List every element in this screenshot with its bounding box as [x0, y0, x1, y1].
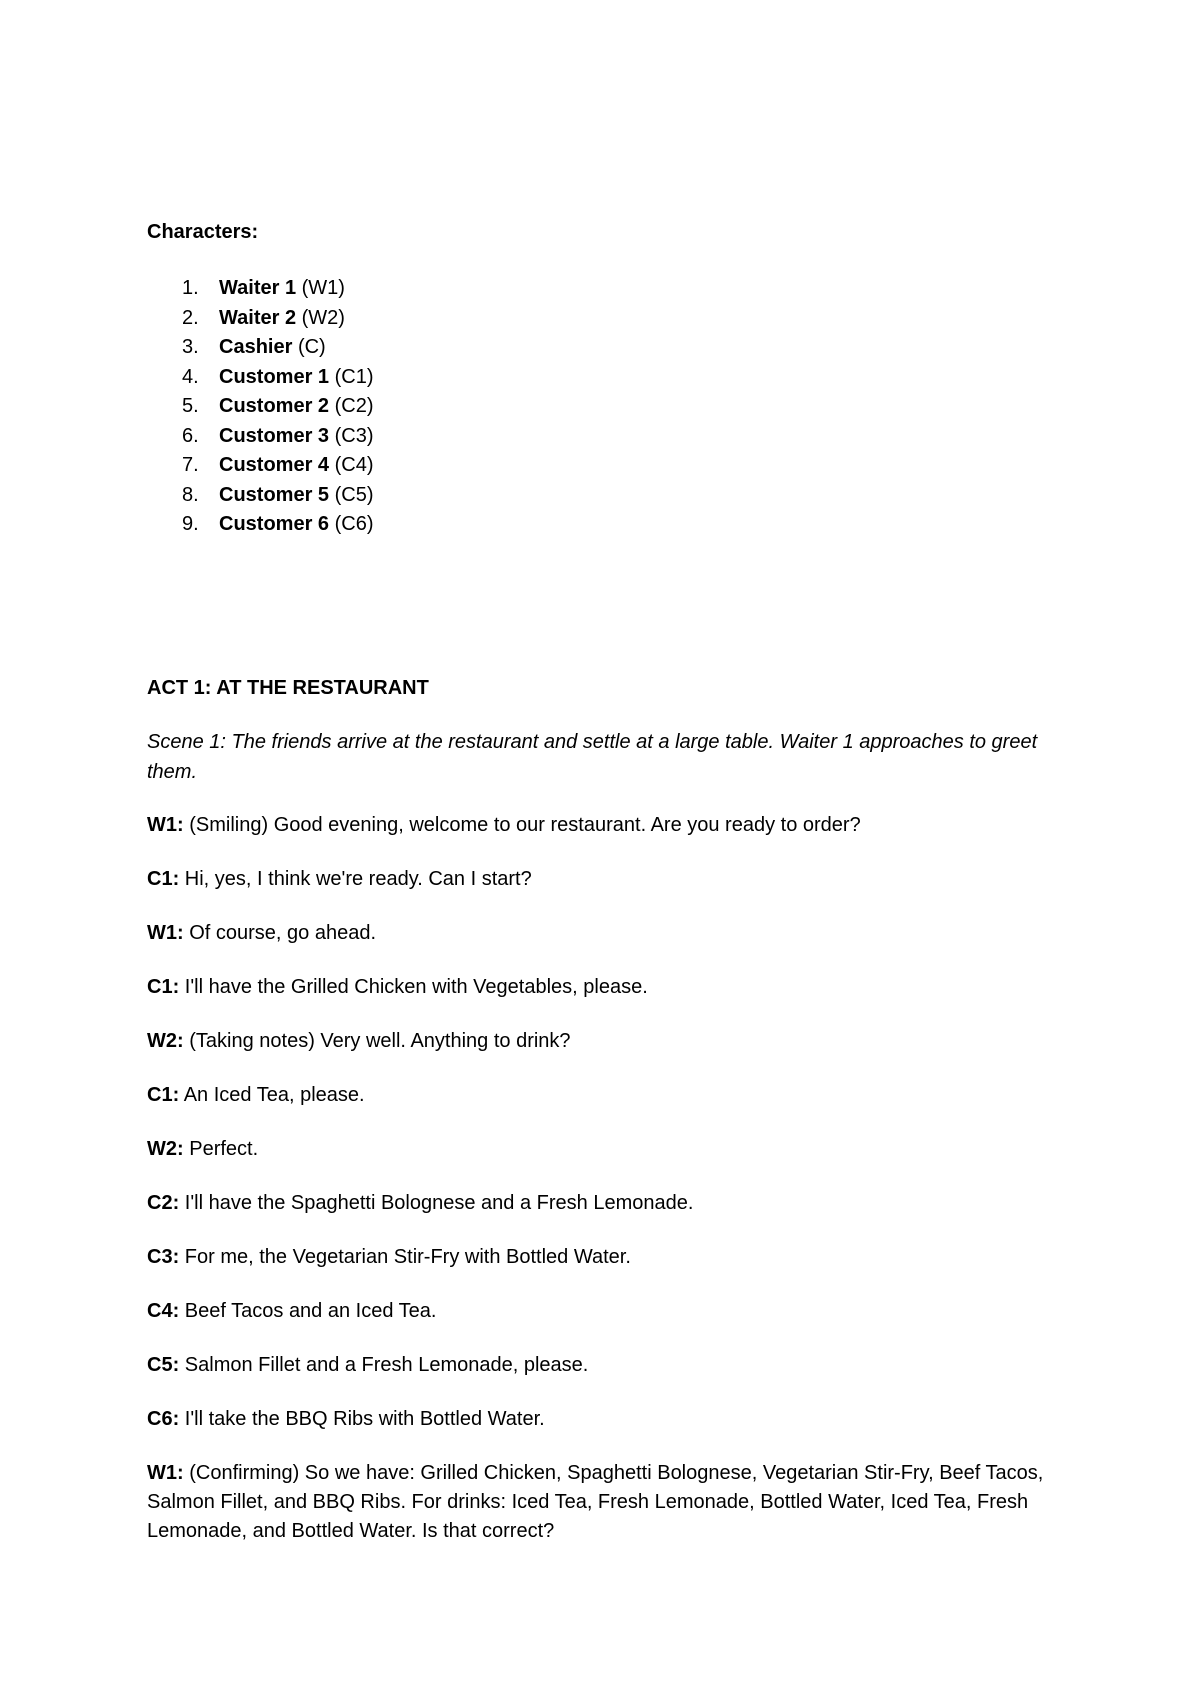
dialogue-line [147, 1297, 1057, 1326]
character-code: (C2) [334, 395, 374, 417]
dialogue-line [147, 1405, 1057, 1434]
speaker-label: W2: [147, 1030, 184, 1052]
character-name: Waiter 2 [219, 306, 297, 329]
dialogue-text: Of course, go ahead. [189, 922, 377, 944]
character-name: Customer 5 [219, 483, 330, 506]
character-name: Waiter 1 [219, 277, 297, 299]
dialogue-text: (Confirming) So we have: Grilled Chicken, Spaghetti Bolognese, Vegetarian Stir-Fry, Beef Tacos, Salmon Fillet, and BBQ Ribs. For drinks: Iced Tea, Fresh Lemonade, Bottled Water, Iced Tea, Fresh Lemonade, and Bottled Water. Is that correct? [147, 1462, 1044, 1542]
dialogue-line [147, 973, 1057, 1002]
character-code: (C) [297, 336, 326, 358]
character-name: Customer 2 [219, 395, 330, 417]
dialogue-text: For me, the Vegetarian Stir-Fry with Bottled Water. [184, 1246, 631, 1268]
character-code: (W2) [301, 306, 345, 329]
dialogue-text: I'll have the Grilled Chicken with Vegetables, please. [184, 976, 648, 998]
speaker-label: W2: [147, 1138, 184, 1160]
dialogue-line [147, 919, 1057, 948]
character-name: Customer 4 [219, 454, 330, 476]
character-code: (C3) [334, 424, 374, 447]
dialogue-line [147, 1135, 1057, 1164]
speaker-label: W1: [147, 922, 184, 944]
dialogue-line [147, 1351, 1057, 1380]
dialogue-text: Perfect. [189, 1138, 259, 1160]
dialogue-text: I'll have the Spaghetti Bolognese and a Fresh Lemonade. [184, 1192, 694, 1214]
dialogue-line [147, 865, 1057, 894]
speaker-label: C1: [147, 868, 180, 890]
dialogue-text: I'll take the BBQ Ribs with Bottled Water. [184, 1408, 545, 1430]
speaker-label: C3: [147, 1246, 180, 1268]
character-name: Customer 6 [219, 513, 330, 535]
dialogue-text: Salmon Fillet and a Fresh Lemonade, please. [184, 1354, 589, 1376]
speaker-label: C1: [147, 1084, 180, 1106]
dialogue-line [147, 1243, 1057, 1272]
dialogue-line [147, 1189, 1057, 1218]
character-code: (C1) [334, 365, 374, 388]
list-number: 5. [182, 395, 199, 417]
speaker-label: C5: [147, 1354, 180, 1376]
character-code: (W1) [301, 277, 345, 299]
dialogue-text: (Smiling) Good evening, welcome to our restaurant. Are you ready to order? [189, 814, 861, 836]
list-number: 1. [182, 277, 199, 299]
scene-description: Scene 1: The friends arrive at the restaurant and settle at a large table. Waiter 1 approaches to greet them. [147, 731, 1038, 783]
dialogue-text: An Iced Tea, please. [183, 1084, 365, 1106]
dialogue-line [147, 1081, 1057, 1110]
dialogue-text: (Taking notes) Very well. Anything to drink? [189, 1030, 571, 1052]
speaker-label: C4: [147, 1300, 180, 1322]
dialogue-text: Beef Tacos and an Iced Tea. [184, 1300, 437, 1322]
character-name: Customer 1 [219, 365, 330, 388]
list-number: 4. [182, 365, 199, 388]
character-code: (C4) [334, 454, 374, 476]
list-number: 2. [182, 306, 199, 329]
list-number: 6. [182, 424, 199, 447]
speaker-label: W1: [147, 1462, 184, 1484]
character-name: Cashier [219, 336, 293, 358]
dialogue-line [147, 1027, 1057, 1056]
list-number: 9. [182, 513, 199, 535]
list-number: 3. [182, 336, 199, 358]
list-number: 8. [182, 483, 199, 506]
characters-heading: Characters: [147, 221, 259, 243]
dialogue-line [147, 811, 1057, 840]
character-code: (C5) [334, 483, 374, 506]
speaker-label: C6: [147, 1408, 180, 1430]
speaker-label: W1: [147, 814, 184, 836]
dialogue-text: Hi, yes, I think we're ready. Can I start? [184, 868, 532, 890]
dialogue-line [147, 1459, 1057, 1546]
list-number: 7. [182, 454, 199, 476]
character-name: Customer 3 [219, 424, 330, 447]
act-heading: ACT 1: AT THE RESTAURANT [147, 677, 429, 699]
character-code: (C6) [334, 513, 374, 535]
speaker-label: C1: [147, 976, 180, 998]
speaker-label: C2: [147, 1192, 180, 1214]
